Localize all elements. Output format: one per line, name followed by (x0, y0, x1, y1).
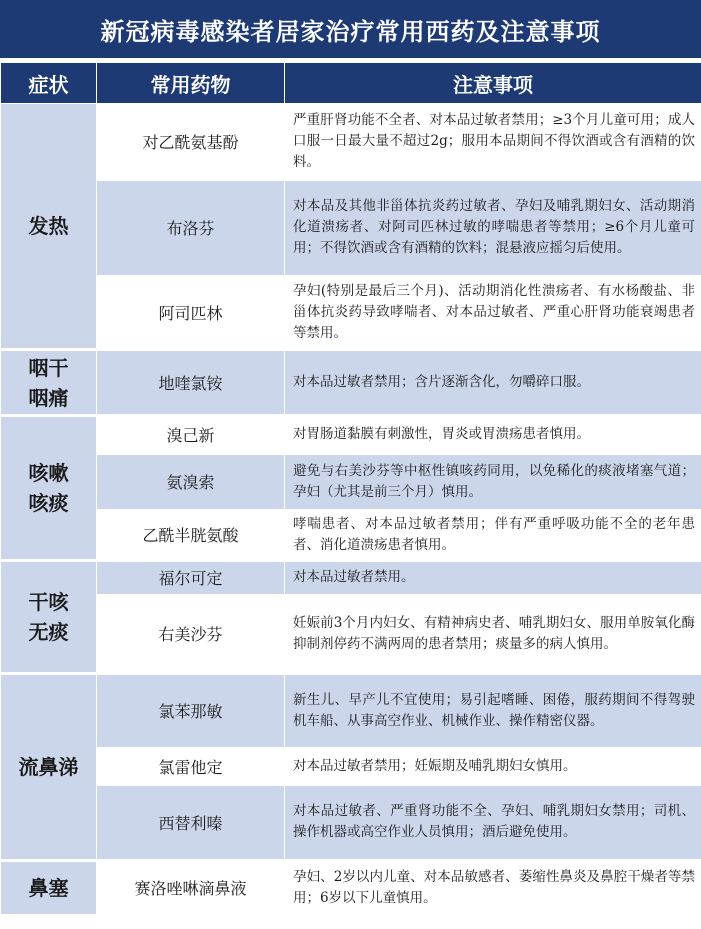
symptom-label: 无痰 (28, 619, 69, 644)
drug-name: 布洛芬 (97, 180, 285, 276)
drug-notes: 新生儿、早产儿不宜使用；易引起嗜睡、困倦，服药期间不得驾驶机车船、从事高空作业、机械作业、操作精密仪器。 (285, 673, 701, 748)
table-row (1, 350, 701, 416)
drug-notes: 孕妇、2岁以内儿童、对本品敏感者、萎缩性鼻炎及鼻腔干燥者等禁用；6岁以下儿童慎用。 (285, 860, 701, 915)
symptom-label: 咳痰 (28, 490, 69, 515)
table-row (1, 785, 701, 860)
table-row (1, 673, 701, 748)
table-row (1, 454, 701, 510)
symptom-cell (1, 104, 97, 350)
table-row (1, 748, 701, 785)
table-row (1, 104, 701, 180)
symptom-cell (1, 560, 97, 673)
drug-name: 右美沙芬 (97, 595, 285, 673)
table-row (1, 416, 701, 454)
drug-name: 阿司匹林 (97, 276, 285, 350)
symptom-cell (1, 350, 97, 416)
drug-name: 乙酰半胱氨酸 (97, 510, 285, 561)
medication-table (0, 62, 701, 917)
drug-name: 对乙酰氨基酚 (97, 104, 285, 180)
table-row (1, 560, 701, 595)
table-row (1, 276, 701, 350)
drug-name: 溴己新 (97, 416, 285, 454)
symptom-label: 干咳 (28, 589, 69, 614)
drug-notes: 孕妇(特别是最后三个月)、活动期消化性溃疡者、有水杨酸盐、非甾体抗炎药导致哮喘者、对本品过敏者、严重心肝肾功能衰竭患者等禁用。 (285, 276, 701, 350)
table-row (1, 510, 701, 561)
drug-name: 氨溴索 (97, 454, 285, 510)
drug-notes: 对本品过敏者禁用；含片逐渐含化，勿嚼碎口服。 (285, 350, 701, 416)
drug-notes: 对本品过敏者禁用。 (285, 560, 701, 595)
symptom-label: 鼻塞 (28, 875, 69, 900)
symptom-label: 咳嗽 (28, 460, 69, 485)
drug-notes: 严重肝肾功能不全者、对本品过敏者禁用；≥3个月儿童可用；成人口服一日最大量不超过2g；服用本品期间不得饮酒或含有酒精的饮料。 (285, 104, 701, 180)
header-drug: 常用药物 (97, 63, 285, 104)
drug-name: 福尔可定 (97, 560, 285, 595)
drug-notes: 对本品及其他非甾体抗炎药过敏者、孕妇及哺乳期妇女、活动期消化道溃疡者、对阿司匹林过敏的哮喘患者等禁用；≥6个月儿童可用；不得饮酒或含有酒精的饮料；混悬液应摇匀后使用。 (285, 180, 701, 276)
drug-notes: 对本品过敏者、严重肾功能不全、孕妇、哺乳期妇女禁用；司机、操作机器或高空作业人员慎用；酒后避免使用。 (285, 785, 701, 860)
page-title: 新冠病毒感染者居家治疗常用西药及注意事项 (0, 0, 701, 58)
table-header-row (1, 63, 701, 104)
table-row (1, 860, 701, 915)
table-row (1, 180, 701, 276)
symptom-label: 流鼻涕 (18, 754, 79, 779)
header-symptom: 症状 (1, 63, 97, 104)
drug-name: 赛洛唑啉滴鼻液 (97, 860, 285, 915)
drug-notes: 哮喘患者、对本品过敏者禁用；伴有严重呼吸功能不全的老年患者、消化道溃疡患者慎用。 (285, 510, 701, 561)
symptom-cell (1, 416, 97, 561)
drug-name: 氯苯那敏 (97, 673, 285, 748)
symptom-cell (1, 860, 97, 915)
symptom-label: 咽干 (28, 355, 69, 380)
drug-name: 氯雷他定 (97, 748, 285, 785)
symptom-label: 咽痛 (28, 385, 69, 410)
table-body (1, 104, 701, 916)
table-row (1, 595, 701, 673)
drug-notes: 对胃肠道黏膜有刺激性，胃炎或胃溃疡患者慎用。 (285, 416, 701, 454)
drug-name: 地喹氯铵 (97, 350, 285, 416)
drug-notes: 妊娠前3个月内妇女、有精神病史者、哺乳期妇女、服用单胺氧化酶抑制剂停药不满两周的患者禁用；痰量多的病人慎用。 (285, 595, 701, 673)
symptom-label: 发热 (28, 214, 69, 238)
header-notes: 注意事项 (285, 63, 701, 104)
drug-notes: 对本品过敏者禁用；妊娠期及哺乳期妇女慎用。 (285, 748, 701, 785)
drug-name: 西替利嗪 (97, 785, 285, 860)
symptom-cell (1, 673, 97, 860)
drug-notes: 避免与右美沙芬等中枢性镇咳药同用，以免稀化的痰液堵塞气道；孕妇（尤其是前三个月）慎用。 (285, 454, 701, 510)
